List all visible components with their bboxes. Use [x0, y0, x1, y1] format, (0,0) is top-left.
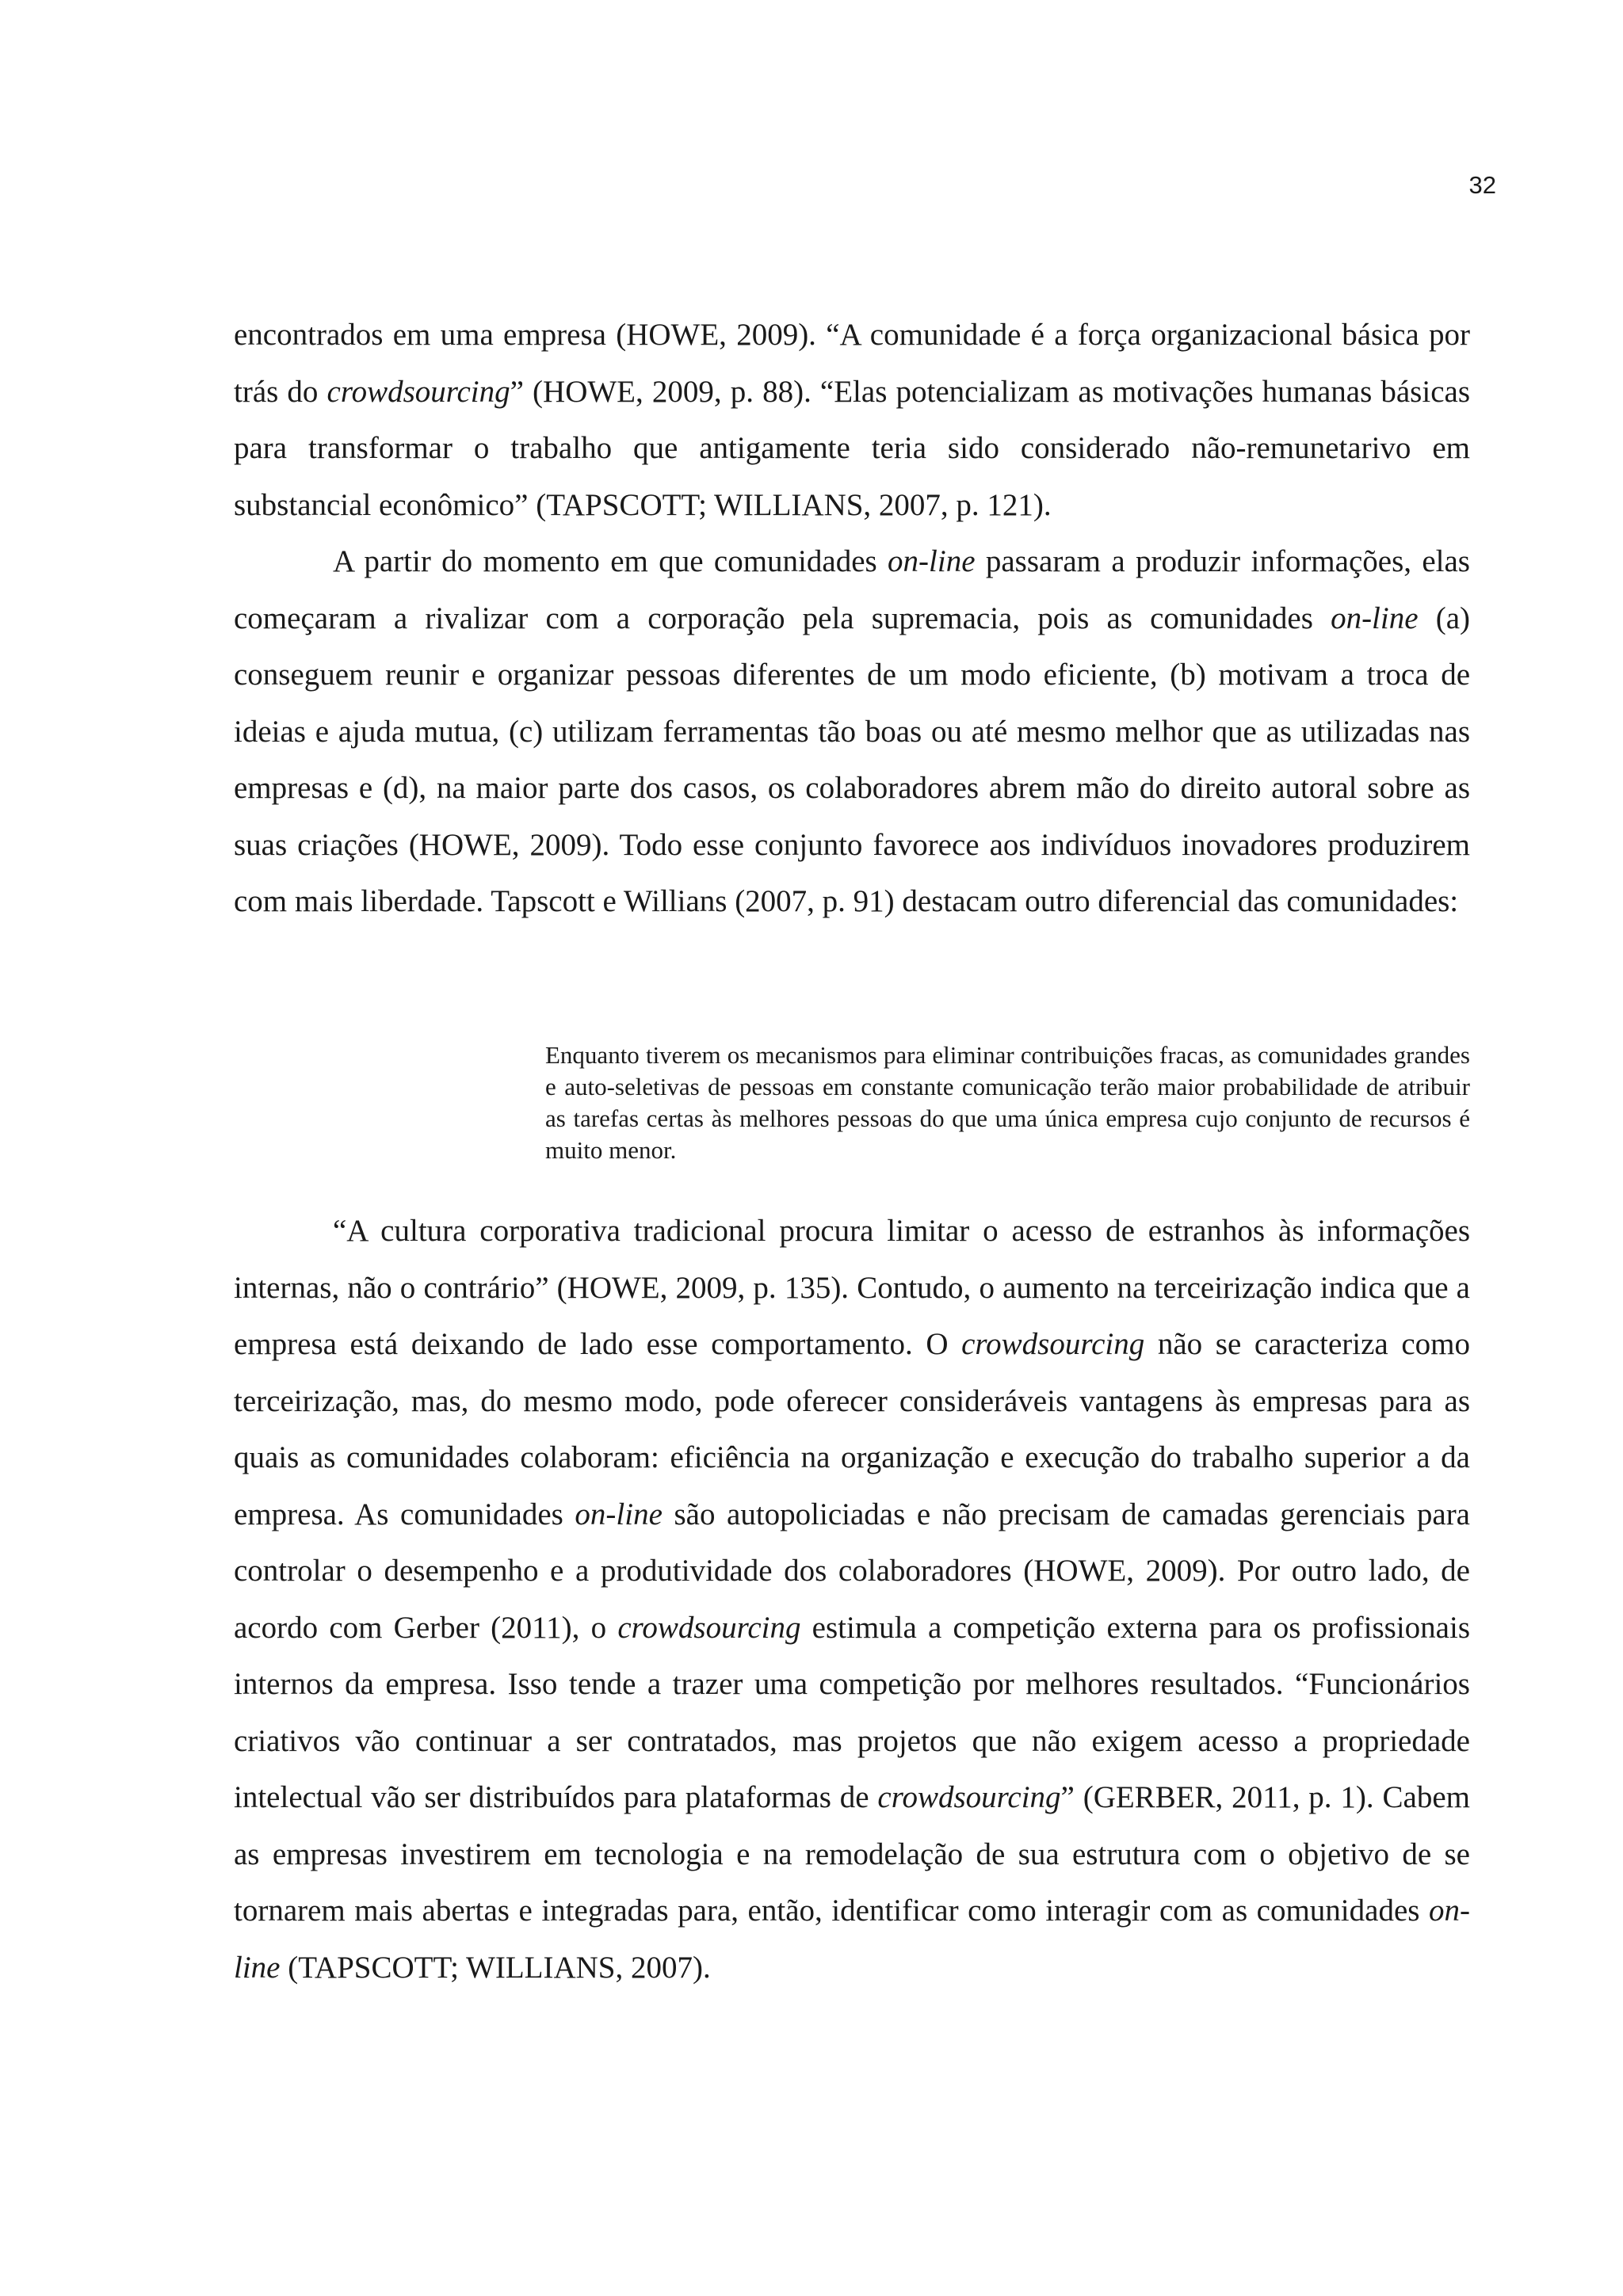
paragraph-1-text: encontrados em uma empresa (HOWE, 2009). “A comunidade é a força organizacional básica por trás do [234, 318, 1470, 409]
paragraph-3-italic-term-3: crowdsourcing [617, 1610, 801, 1645]
paragraph-2-text: A partir do momento em que comunidades [333, 544, 888, 578]
block-quote [545, 1039, 1470, 1166]
paragraph-3-italic-term-4: crowdsourcing [877, 1780, 1061, 1814]
paragraph-2-italic-term: on-line [888, 544, 976, 578]
paragraph-3 [234, 1203, 1470, 1996]
body-text-bottom [234, 1203, 1470, 1996]
paragraph-1-italic-term: crowdsourcing [327, 374, 510, 409]
paragraph-2-italic-term-2: on-line [1331, 601, 1419, 635]
paragraph-3-text: “A cultura corporativa tradicional procura limitar o acesso de estranhos às informações internas, não o contrário” (HOWE, 2009, p. 135). Contudo, o aumento na terceirização indica que a empresa está deixando de lado esse comportamento. O [234, 1214, 1470, 1361]
page-number: 32 [1468, 171, 1496, 199]
body-text-top [234, 307, 1470, 930]
paragraph-3-text-2: não se caracteriza como terceirização, mas, do mesmo modo, pode oferecer consideráveis vantagens às empresas para as quais as comunidades colaboram: eficiência na organização e execução do trabalho superior a da empresa. As comunidades [234, 1327, 1470, 1531]
block-quote-text: Enquanto tiverem os mecanismos para eliminar contribuições fracas, as comunidades grandes e auto-seletivas de pessoas em constante comunicação terão maior probabilidade de atribuir as tarefas certas às melhores pessoas do que uma única empresa cujo conjunto de recursos é muito menor. [545, 1041, 1470, 1164]
paragraph-1 [234, 307, 1470, 533]
paragraph-3-italic-term-2: on-line [575, 1497, 663, 1531]
paragraph-3-text-3: são autopoliciadas e não precisam de camadas gerenciais para controlar o desempenho e a produtividade dos colaboradores (HOWE, 2009). Por outro lado, de acordo com Gerber (2011), o [234, 1497, 1470, 1645]
paragraph-2-text-end: (a) conseguem reunir e organizar pessoas diferentes de um modo eficiente, (b) motivam a troca de ideias e ajuda mutua, (c) utilizam ferramentas tão boas ou até mesmo melhor que as utilizadas nas empresas e (d), na maior parte dos casos, os colaboradores abrem mão do direito autoral sobre as suas criações (HOWE, 2009). Todo esse conjunto favorece aos indivíduos inovadores produzirem com mais liberdade. Tapscott e Willians (2007, p. 91) destacam outro diferencial das comunidades: [234, 601, 1470, 918]
paragraph-1-text-end: ” (HOWE, 2009, p. 88). “Elas potencializam as motivações humanas básicas para transformar o trabalho que antigamente teria sido considerado não-remunetarivo em substancial econômico” (TAPSCOTT; WILLIANS, 2007, p. 121). [234, 374, 1470, 522]
paragraph-2 [234, 533, 1470, 930]
paragraph-3-text-end: (TAPSCOTT; WILLIANS, 2007). [280, 1950, 711, 1985]
paragraph-2-text-mid: passaram a produzir informações, elas começaram a rivalizar com a corporação pela supremacia, pois as comunidades [234, 544, 1470, 635]
paragraph-3-text-5: ” (GERBER, 2011, p. 1). Cabem as empresas investirem em tecnologia e na remodelação de sua estrutura com o objetivo de se tornarem mais abertas e integradas para, então, identificar como interagir com as comunidades [234, 1780, 1470, 1928]
paragraph-3-text-4: estimula a competição externa para os profissionais internos da empresa. Isso tende a trazer uma competição por melhores resultados. “Funcionários criativos vão continuar a ser contratados, mas projetos que não exigem acesso a propriedade intelectual vão ser distribuídos para plataformas de [234, 1610, 1471, 1814]
paragraph-3-italic-term: crowdsourcing [961, 1327, 1145, 1361]
paragraph-3-italic-term-5: on-line [234, 1894, 1470, 1985]
